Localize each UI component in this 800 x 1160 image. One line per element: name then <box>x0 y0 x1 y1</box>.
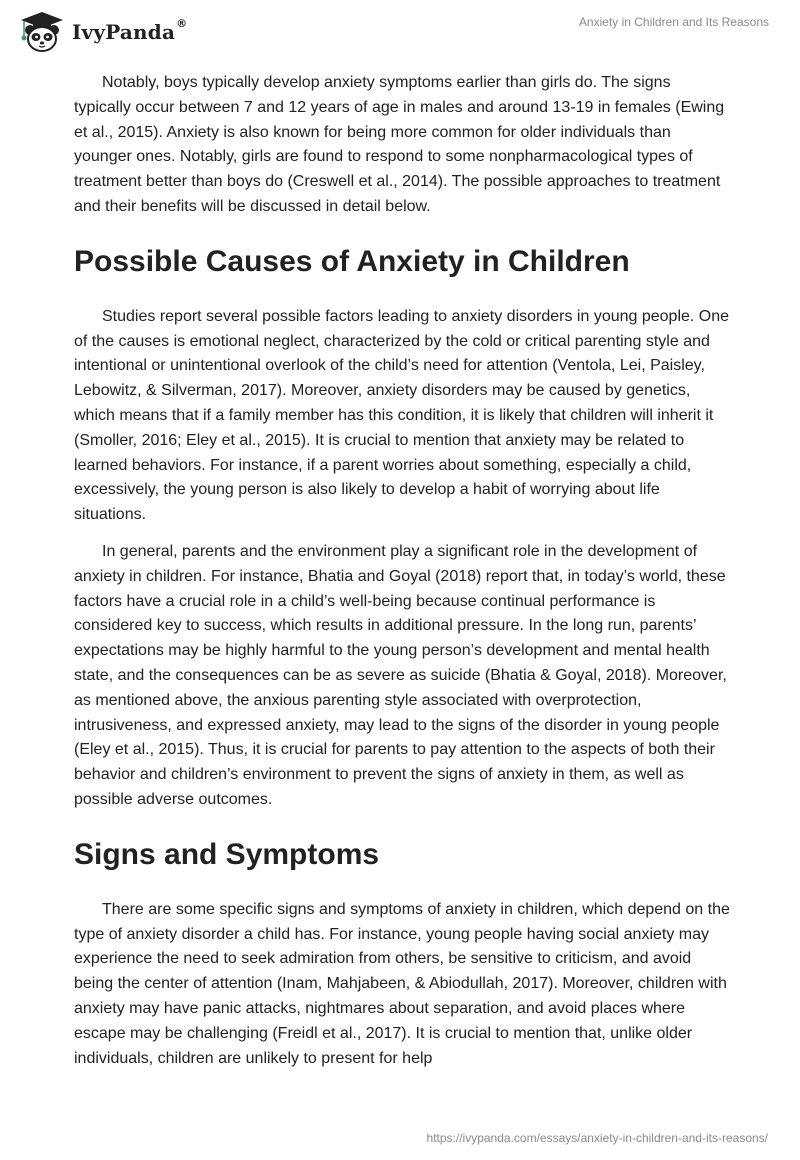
logo-text: IvyPanda® <box>72 17 188 44</box>
registered-mark: ® <box>176 17 188 31</box>
paragraph-2: Studies report several possible factors leading to anxiety disorders in young people. One of the causes is emotional neglect, characterized by the cold or critical parenting style and intentional or unintentional overlook of the child’s need for attention (Ventola, Lei, Paisley, Lebowitz, & Silverman, 2017). Moreover, anxiety disorders may be caused by genetics, which means that if a family member has this condition, it is likely that children will inherit it (Smoller, 2016; Eley et al., 2015). It is crucial to mention that anxiety may be related to learned behaviors. For instance, if a parent worries about something, especially a child, excessively, the young person is also likely to develop a habit of worrying about life situations. <box>74 307 730 524</box>
logo[interactable] <box>16 10 187 54</box>
heading-possible-causes: Possible Causes of Anxiety in Children <box>74 244 630 278</box>
paragraph-4: There are some specific signs and symptoms of anxiety in children, which depend on the type of anxiety disorder a child has. For instance, young people having social anxiety may experience the need to seek admiration from others, be sensitive to criticism, and avoid being the center of attention (Inam, Mahjabeen, & Abiodullah, 2017). Moreover, children with anxiety may have panic attacks, nightmares about separation, and avoid places where escape may be challenging (Freidl et al., 2017). It is crucial to mention that, unlike older individuals, children are unlikely to present for help <box>74 900 730 1067</box>
paragraph-1: Notably, boys typically develop anxiety symptoms earlier than girls do. The signs typically occur between 7 and 12 years of age in males and around 13-19 in females (Ewing et al., 2015). Anxiety is also known for being more common for older individuals than younger ones. Notably, girls are found to respond to some nonpharmacological types of treatment better than boys do (Creswell et al., 2014). The possible approaches to treatment and their benefits will be discussed in detail below. <box>74 74 725 215</box>
heading-signs-symptoms: Signs and Symptoms <box>74 837 380 871</box>
running-title: Anxiety in Children and Its Reasons <box>578 15 769 29</box>
panda-graduate-icon <box>16 10 68 54</box>
source-url[interactable]: https://ivypanda.com/essays/anxiety-in-children-and-its-reasons/ <box>426 1131 768 1145</box>
paragraph-3: In general, parents and the environment play a significant role in the development of anxiety in children. For instance, Bhatia and Goyal (2018) report that, in today’s world, these factors have a crucial role in a child’s well-being because continual performance is considered key to success, which results in additional pressure. In the long run, parents’ expectations may be highly harmful to the young person’s development and mental health state, and the consequences can be as severe as suicide (Bhatia & Goyal, 2018). Moreover, as mentioned above, the anxious parenting style associated with overprotection, intrusiveness, and expressed anxiety, may lead to the signs of the disorder in young people (Eley et al., 2015). Thus, it is crucial for parents to pay attention to the aspects of both their behavior and children’s environment to prevent the signs of anxiety in them, as well as possible adverse outcomes. <box>74 542 727 808</box>
page-header <box>0 0 800 64</box>
essay-content <box>74 71 730 1083</box>
